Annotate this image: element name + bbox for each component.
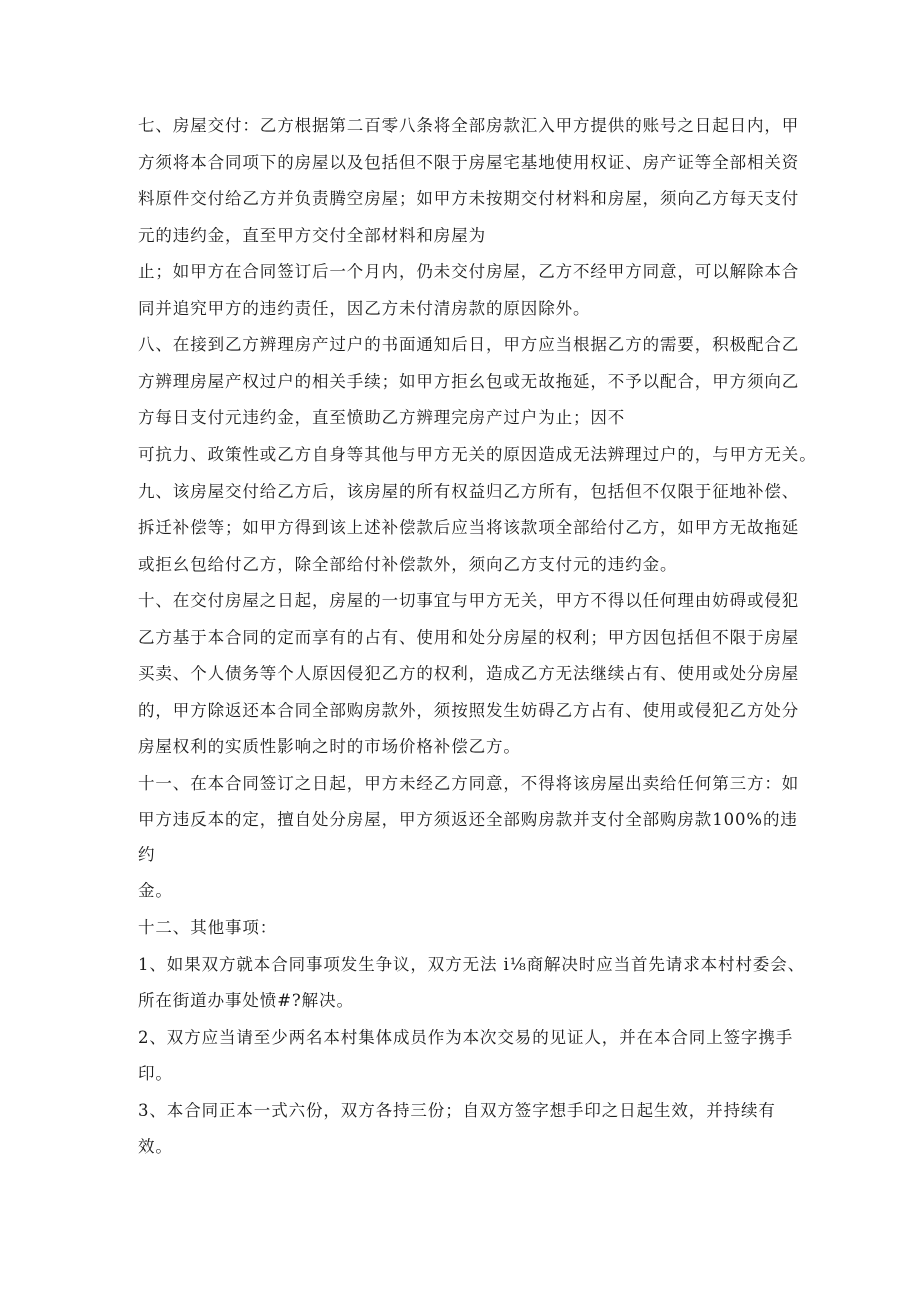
text-line: 同并追究甲方的违约责任，因乙方未付清房款的原因除外。 <box>138 299 591 318</box>
text-line: 拆迁补偿等；如甲方得到该上述补偿款后应当将该款项全部给付乙方，如甲方无故拖延 <box>138 518 800 537</box>
text-line: 九、该房屋交付给乙方后，该房屋的所有权益归乙方所有，包括但不仅限于征地补偿、 <box>138 482 800 501</box>
text-line: 可抗力、政策性或乙方自身等其他与甲方无关的原因造成无法辨理过户的，与甲方无关。 <box>138 445 817 464</box>
text-line: 八、在接到乙方辨理房产过户的书面通知后日，甲方应当根据乙方的需要，积极配合乙 <box>138 335 800 354</box>
text-line: 方每日支付元违约金，直至愤助乙方辨理完房产过户为止；因不 <box>138 408 626 427</box>
text-line: 止；如甲方在合同签订后一个月内，仍未交付房屋，乙方不经甲方同意，可以解除本合 <box>138 262 800 281</box>
text-line: 十、在交付房屋之日起，房屋的一切事宜与甲方无关，甲方不得以任何理由妨碍或侵犯 <box>138 591 800 610</box>
text-line: 买卖、个人债务等个人原因侵犯乙方的权利，造成乙方无法继续占有、使用或处分房屋 <box>138 664 800 683</box>
text-line: 方须将本合同项下的房屋以及包括但不限于房屋宅基地使用权证、房产证等全部相关资 <box>138 153 800 172</box>
text-line: 效。 <box>138 1137 173 1156</box>
text-line: 的，甲方除返还本合同全部购房款外，须按照发生妨碍乙方占有、使用或侵犯乙方处分 <box>138 701 800 720</box>
text-line: 金。 <box>138 881 173 900</box>
text-line: 甲方违反本的定，擅自处分房屋，甲方须返还全部购房款并支付全部购房款100%的违 <box>138 810 798 829</box>
text-line: 印。 <box>138 1064 173 1083</box>
text-line: 房屋权利的实质性影响之时的市场价格补偿乙方。 <box>138 737 521 756</box>
text-line: 方辨理房屋产权过户的相关手续；如甲方拒幺包或无故拖延，不予以配合，甲方须向乙 <box>138 372 800 391</box>
text-line: 约 <box>138 845 156 864</box>
text-line: 料原件交付给乙方并负责腾空房屋；如甲方未按期交付材料和房屋，须向乙方每天支付 <box>138 189 800 208</box>
text-line: 乙方基于本合同的定而享有的占有、使用和处分房屋的权利；甲方因包括但不限于房屋 <box>138 628 800 647</box>
text-line: 3、本合同正本一式六份，双方各持三份；自双方签字想手印之日起生效，并持续有 <box>138 1101 776 1120</box>
text-line: 元的违约金，直至甲方交付全部材料和房屋为 <box>138 226 486 245</box>
text-line: 或拒幺包给付乙方，除全部给付补偿款外，须向乙方支付元的违约金。 <box>138 555 678 574</box>
text-line: 1、如果双方就本合同事项发生争议，双方无法 i⅛商解决时应当首先请求本村村委会、 <box>138 955 806 974</box>
text-line: 2、双方应当请至少两名本村集体成员作为本次交易的见证人，并在本合同上签字携手 <box>138 1028 794 1047</box>
text-line: 十二、其他事项： <box>138 918 278 937</box>
text-line: 七、房屋交付：乙方根据第二百零八条将全部房款汇入甲方提供的账号之日起日内，甲 <box>138 116 800 135</box>
text-line: 所在街道办事处愤#?解决。 <box>138 991 354 1010</box>
text-line: 十一、在本合同签订之日起，甲方未经乙方同意，不得将该房屋出卖给任何第三方：如 <box>138 774 800 793</box>
